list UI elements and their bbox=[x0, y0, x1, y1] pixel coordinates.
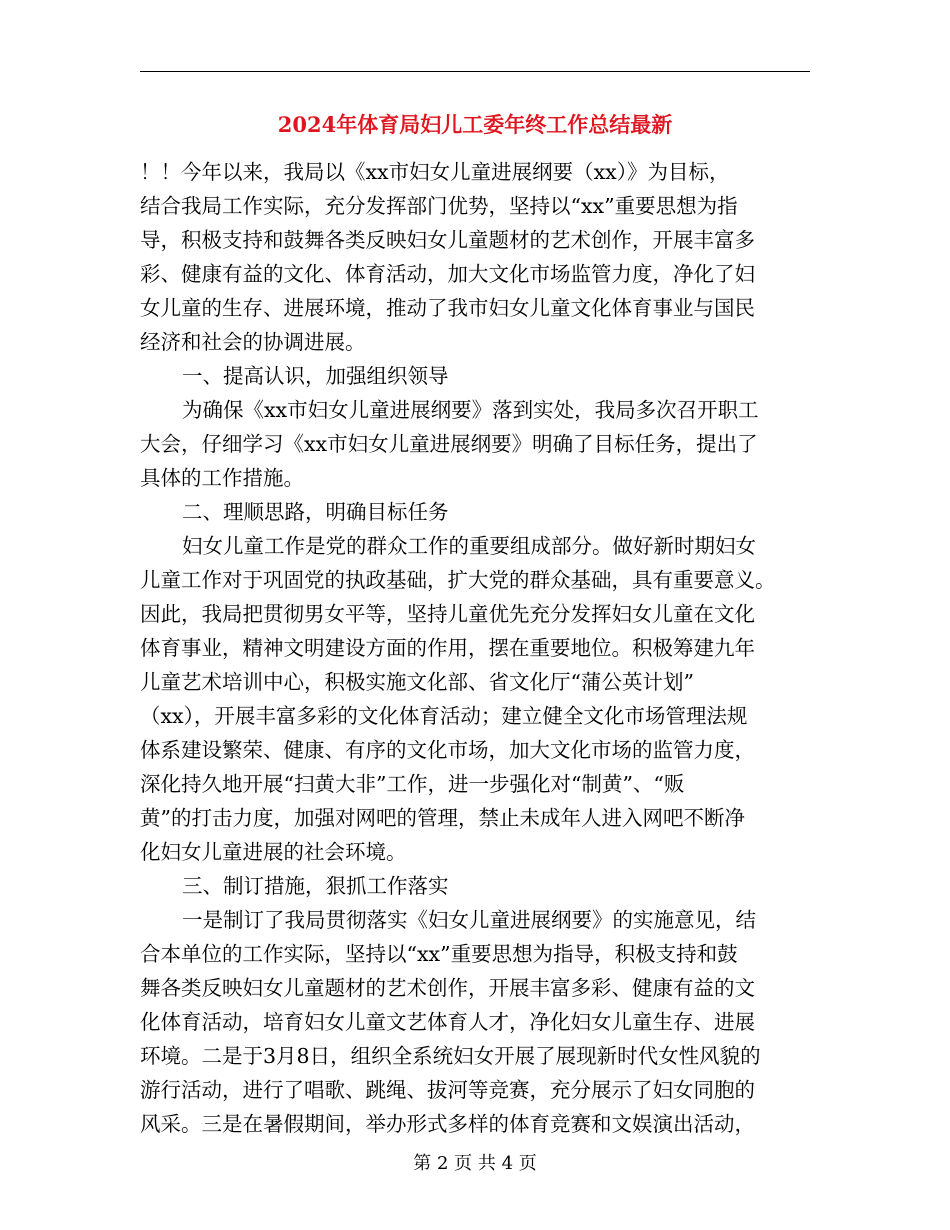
section-heading-1: 一、提高认识，加强组织领导 bbox=[182, 364, 449, 388]
body-line: 因此，我局把贯彻男女平等，坚持儿童优先充分发挥妇女儿童在文化 bbox=[140, 602, 755, 626]
body-line: 一是制订了我局贯彻落实《妇女儿童进展纲要》的实施意见，结 bbox=[182, 908, 756, 932]
body-line: 妇女儿童工作是党的群众工作的重要组成部分。做好新时期妇女 bbox=[182, 534, 756, 558]
section-heading-3: 三、制订措施，狠抓工作落实 bbox=[182, 874, 449, 898]
body-line: 女儿童的生存、进展环境，推动了我市妇女儿童文化体育事业与国民 bbox=[140, 296, 755, 320]
document-title: 2024年体育局妇儿工委年终工作总结最新 bbox=[277, 112, 673, 137]
body-line: 舞各类反映妇女儿童题材的艺术创作，开展丰富多彩、健康有益的文 bbox=[140, 976, 755, 1000]
page-number: 第 2 页 共 4 页 bbox=[413, 1153, 537, 1174]
body-line: 彩、健康有益的文化、体育活动，加大文化市场监管力度，净化了妇 bbox=[140, 262, 755, 286]
body-line: 具体的工作措施。 bbox=[140, 466, 304, 490]
body-line: ！！今年以来，我局以《xx市妇女儿童进展纲要（xx）》为目标， bbox=[140, 160, 730, 184]
body-line: 结合我局工作实际，充分发挥部门优势，坚持以“xx”重要思想为指 bbox=[140, 194, 738, 218]
section-heading-2: 二、理顺思路，明确目标任务 bbox=[182, 500, 449, 524]
body-line: 黄”的打击力度，加强对网吧的管理，禁止未成年人进入网吧不断净 bbox=[140, 806, 745, 830]
body-line: 导，积极支持和鼓舞各类反映妇女儿童题材的艺术创作，开展丰富多 bbox=[140, 228, 755, 252]
header-rule bbox=[140, 71, 810, 72]
body-line: 深化持久地开展“扫黄大非”工作，进一步强化对“制黄”、“贩 bbox=[140, 772, 685, 796]
body-line: 儿童工作对于巩固党的执政基础，扩大党的群众基础，具有重要意义。 bbox=[140, 568, 776, 592]
body-line: 儿童艺术培训中心，积极实施文化部、省文化厅“蒲公英计划” bbox=[140, 670, 694, 694]
body-line: 化妇女儿童进展的社会环境。 bbox=[140, 840, 407, 864]
body-line: 大会，仔细学习《xx市妇女儿童进展纲要》明确了目标任务，提出了 bbox=[140, 432, 758, 456]
body-line: 体育事业，精神文明建设方面的作用，摆在重要地位。积极筹建九年 bbox=[140, 636, 755, 660]
body-line: 环境。二是于3月8日，组织全系统妇女开展了展现新时代女性风貌的 bbox=[140, 1044, 761, 1068]
body-line: （xx），开展丰富多彩的文化体育活动；建立健全文化市场管理法规 bbox=[140, 704, 748, 728]
body-line: 为确保《xx市妇女儿童进展纲要》落到实处，我局多次召开职工 bbox=[182, 398, 759, 422]
body-line: 经济和社会的协调进展。 bbox=[140, 330, 366, 354]
body-line: 体系建设繁荣、健康、有序的文化市场，加大文化市场的监管力度， bbox=[140, 738, 755, 762]
body-line: 合本单位的工作实际，坚持以“xx”重要思想为指导，积极支持和鼓 bbox=[140, 942, 738, 966]
body-line: 化体育活动，培育妇女儿童文艺体育人才，净化妇女儿童生存、进展 bbox=[140, 1010, 755, 1034]
body-line: 风采。三是在暑假期间，举办形式多样的体育竞赛和文娱演出活动， bbox=[140, 1112, 755, 1136]
body-line: 游行活动，进行了唱歌、跳绳、拔河等竞赛，充分展示了妇女同胞的 bbox=[140, 1078, 755, 1102]
